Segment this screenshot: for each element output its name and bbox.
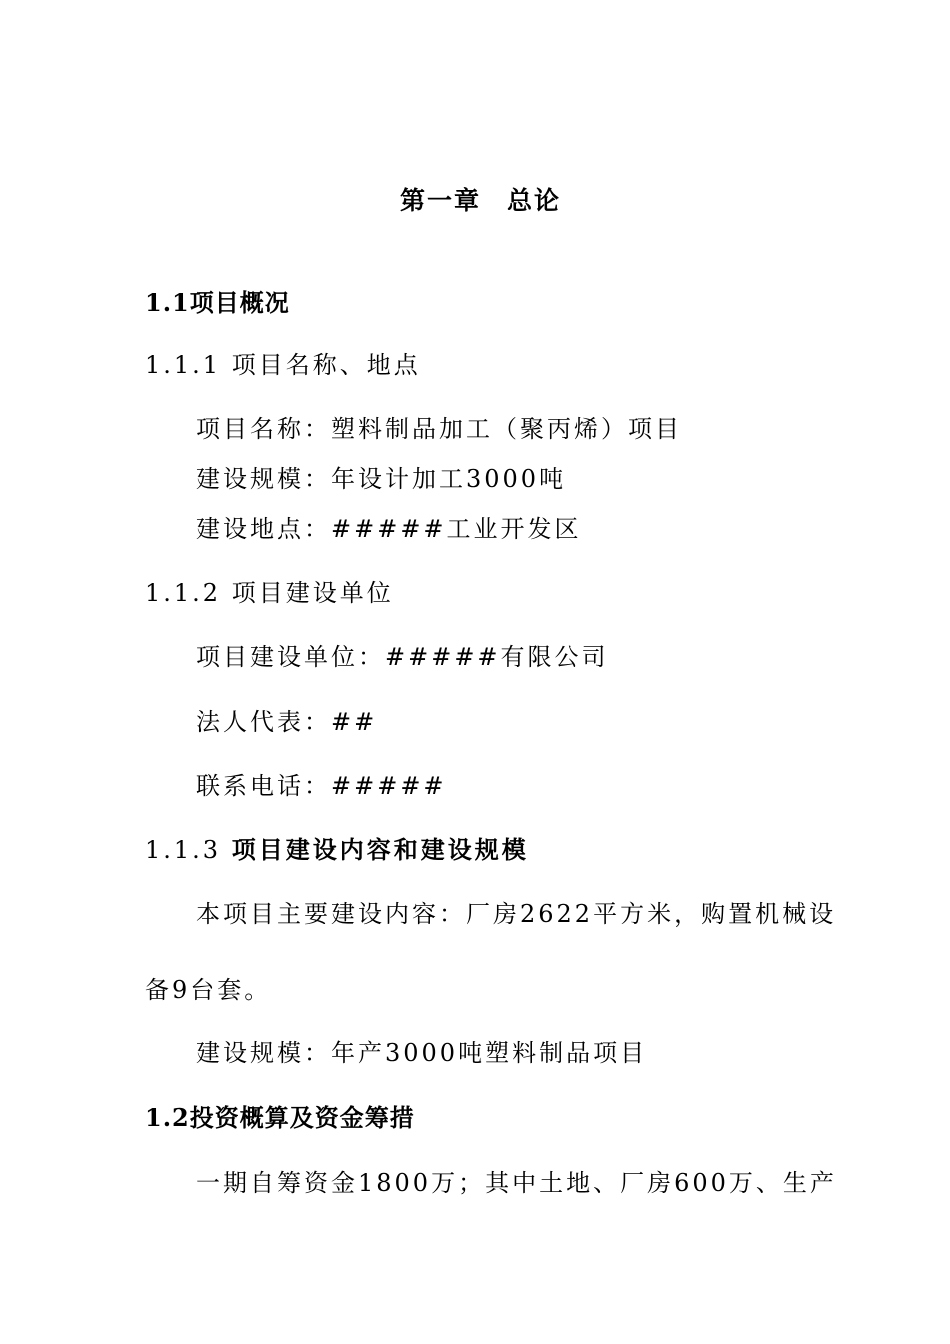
subsection-title: 项目名称、地点 xyxy=(231,351,421,379)
production-scale-line: 建设规模：年产3000吨塑料制品项目 xyxy=(196,1039,648,1067)
construction-scale-line: 建设规模：年设计加工3000吨 xyxy=(196,465,567,493)
investment-paragraph-line-1: 一期自筹资金1800万；其中土地、厂房600万、生产 xyxy=(196,1169,837,1197)
subsection-title: 项目建设单位 xyxy=(231,579,394,607)
subsection-heading-1-1-3 xyxy=(145,835,529,865)
subsection-heading-1-1-2 xyxy=(145,578,394,608)
section-heading-1-1: 1.1项目概况 xyxy=(145,288,290,317)
content-paragraph-line-1: 本项目主要建设内容：厂房2622平方米，购置机械设 xyxy=(196,900,837,928)
chapter-title: 总论 xyxy=(507,186,562,215)
contact-phone-line: 联系电话：##### xyxy=(196,772,447,800)
section-heading-1-2: 1.2投资概算及资金筹措 xyxy=(145,1103,415,1132)
subsection-title: 项目建设内容和建设规模 xyxy=(231,835,529,864)
construction-unit-line: 项目建设单位：#####有限公司 xyxy=(196,643,609,671)
subsection-number: 1.1.2 xyxy=(145,579,222,607)
chapter-heading xyxy=(400,186,561,216)
subsection-heading-1-1-1 xyxy=(145,350,421,380)
construction-site-line: 建设地点：#####工业开发区 xyxy=(196,515,582,543)
subsection-number: 1.1.1 xyxy=(145,351,222,379)
chapter-number: 第一章 xyxy=(400,186,482,215)
project-name-line: 项目名称：塑料制品加工（聚丙烯）项目 xyxy=(196,415,682,443)
legal-representative-line: 法人代表：## xyxy=(196,708,378,736)
subsection-number: 1.1.3 xyxy=(145,836,222,864)
content-paragraph-line-2: 备9台套。 xyxy=(145,976,272,1004)
